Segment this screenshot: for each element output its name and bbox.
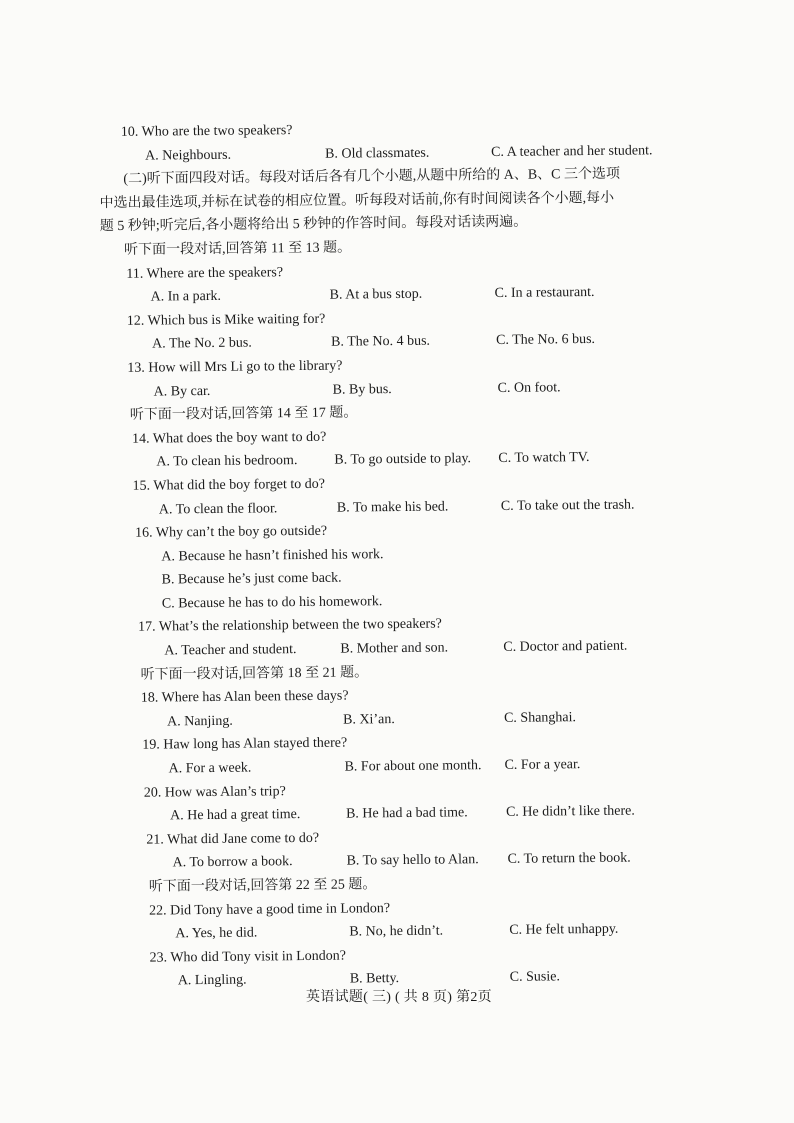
option-c: C. The No. 6 bus. (496, 332, 596, 349)
question-stem: 14. What does the boy want to do? (132, 429, 327, 447)
option-b: B. Betty. (349, 971, 400, 987)
option-c: C. Doctor and patient. (503, 638, 628, 655)
option-c: C. In a restaurant. (494, 285, 595, 302)
option-a: A. The No. 2 bus. (152, 335, 252, 352)
dialogue-note: 听下面一段对话,回答第 18 至 21 题。 (140, 664, 369, 683)
instructions-line-3: 题 5 秒钟;听完后,各小题将给出 5 秒钟的作答时间。每段对话读两遍。 (99, 215, 528, 235)
option-a: A. For a week. (168, 760, 252, 777)
option-a: A. Teacher and student. (164, 642, 297, 659)
question-stem: 22. Did Tony have a good time in London? (148, 900, 391, 919)
question-stem: 15. What did the boy forget to do? (132, 476, 326, 494)
option-a: A. Neighbours. (145, 147, 232, 164)
exam-content (0, 114, 794, 995)
option-a: A. Lingling. (177, 973, 247, 989)
option-c: C. Because he has to do his homework. (161, 594, 383, 612)
option-b: B. Mother and son. (340, 640, 449, 657)
question-stem: 12. Which bus is Mike waiting for? (126, 311, 326, 329)
option-c: C. He didn’t like there. (505, 803, 635, 821)
dialogue-note: 听下面一段对话,回答第 11 至 13 题。 (124, 240, 352, 258)
option-b: B. For about one month. (344, 758, 482, 775)
option-a: A. Yes, he did. (175, 925, 258, 942)
option-a: A. To clean his bedroom. (156, 453, 298, 470)
option-b: B. To say hello to Alan. (346, 852, 479, 869)
question-stem: 23. Who did Tony visit in London? (149, 948, 347, 966)
option-b: B. At a bus stop. (329, 286, 423, 303)
option-c: C. On foot. (497, 379, 561, 396)
option-a: A. Because he hasn’t finished his work. (161, 546, 384, 565)
question-stem: 16. Why can’t the boy go outside? (135, 523, 328, 541)
option-b: B. Old classmates. (325, 145, 430, 162)
option-c: C. To take out the trash. (500, 497, 635, 514)
option-c: C. A teacher and her student. (491, 142, 653, 160)
question-stem: 19. Haw long has Alan stayed there? (142, 735, 348, 754)
question-stem: 21. What did Jane come to do? (146, 830, 320, 848)
option-b: B. No, he didn’t. (349, 923, 444, 940)
question-stem: 20. How was Alan’s trip? (143, 783, 286, 801)
option-b: B. By bus. (332, 381, 392, 398)
page-footer: 英语试题( 三) ( 共 8 页) 第2页 (306, 990, 492, 1005)
option-a: A. Nanjing. (166, 713, 233, 730)
option-c: C. He felt unhappy. (509, 921, 619, 939)
instructions-line-1: (二)听下面四段对话。每段对话后各有几个小题,从题中所给的 A、B、C 三个选项 (123, 166, 621, 188)
question-stem: 11. Where are the speakers? (126, 264, 284, 282)
dialogue-note: 听下面一段对话,回答第 14 至 17 题。 (129, 405, 358, 423)
option-c: C. Shanghai. (503, 710, 577, 726)
dialogue-note: 听下面一段对话,回答第 22 至 25 题。 (148, 877, 377, 895)
option-a: A. He had a great time. (169, 807, 301, 824)
question-stem: 10. Who are the two speakers? (120, 123, 293, 140)
option-b: B. The No. 4 bus. (331, 334, 431, 351)
option-b: B. To make his bed. (336, 498, 449, 516)
option-c: C. To watch TV. (498, 450, 590, 467)
option-b: B. To go outside to play. (334, 451, 472, 468)
section-instructions (0, 161, 790, 240)
option-a: A. In a park. (150, 289, 222, 305)
instructions-line-2: 中选出最佳选项,并标在试卷的相应位置。听每段对话前,你有时间阅读各个小题,每小 (99, 190, 615, 211)
question-stem: 18. Where has Alan been these days? (140, 688, 349, 706)
question-stem: 17. What’s the relationship between the two speakers? (138, 617, 442, 636)
option-c: C. For a year. (504, 757, 581, 773)
option-a: A. To clean the floor. (158, 500, 278, 518)
option-a: A. To borrow a book. (172, 854, 293, 871)
option-c: C. Susie. (509, 969, 561, 986)
option-b: B. Xi’an. (342, 711, 395, 728)
option-a: A. By car. (153, 383, 211, 400)
option-c: C. To return the book. (507, 851, 631, 868)
option-b: B. Because he’s just come back. (161, 570, 342, 588)
option-b: B. He had a bad time. (345, 805, 468, 822)
question-stem: 13. How will Mrs Li go to the library? (127, 358, 343, 376)
